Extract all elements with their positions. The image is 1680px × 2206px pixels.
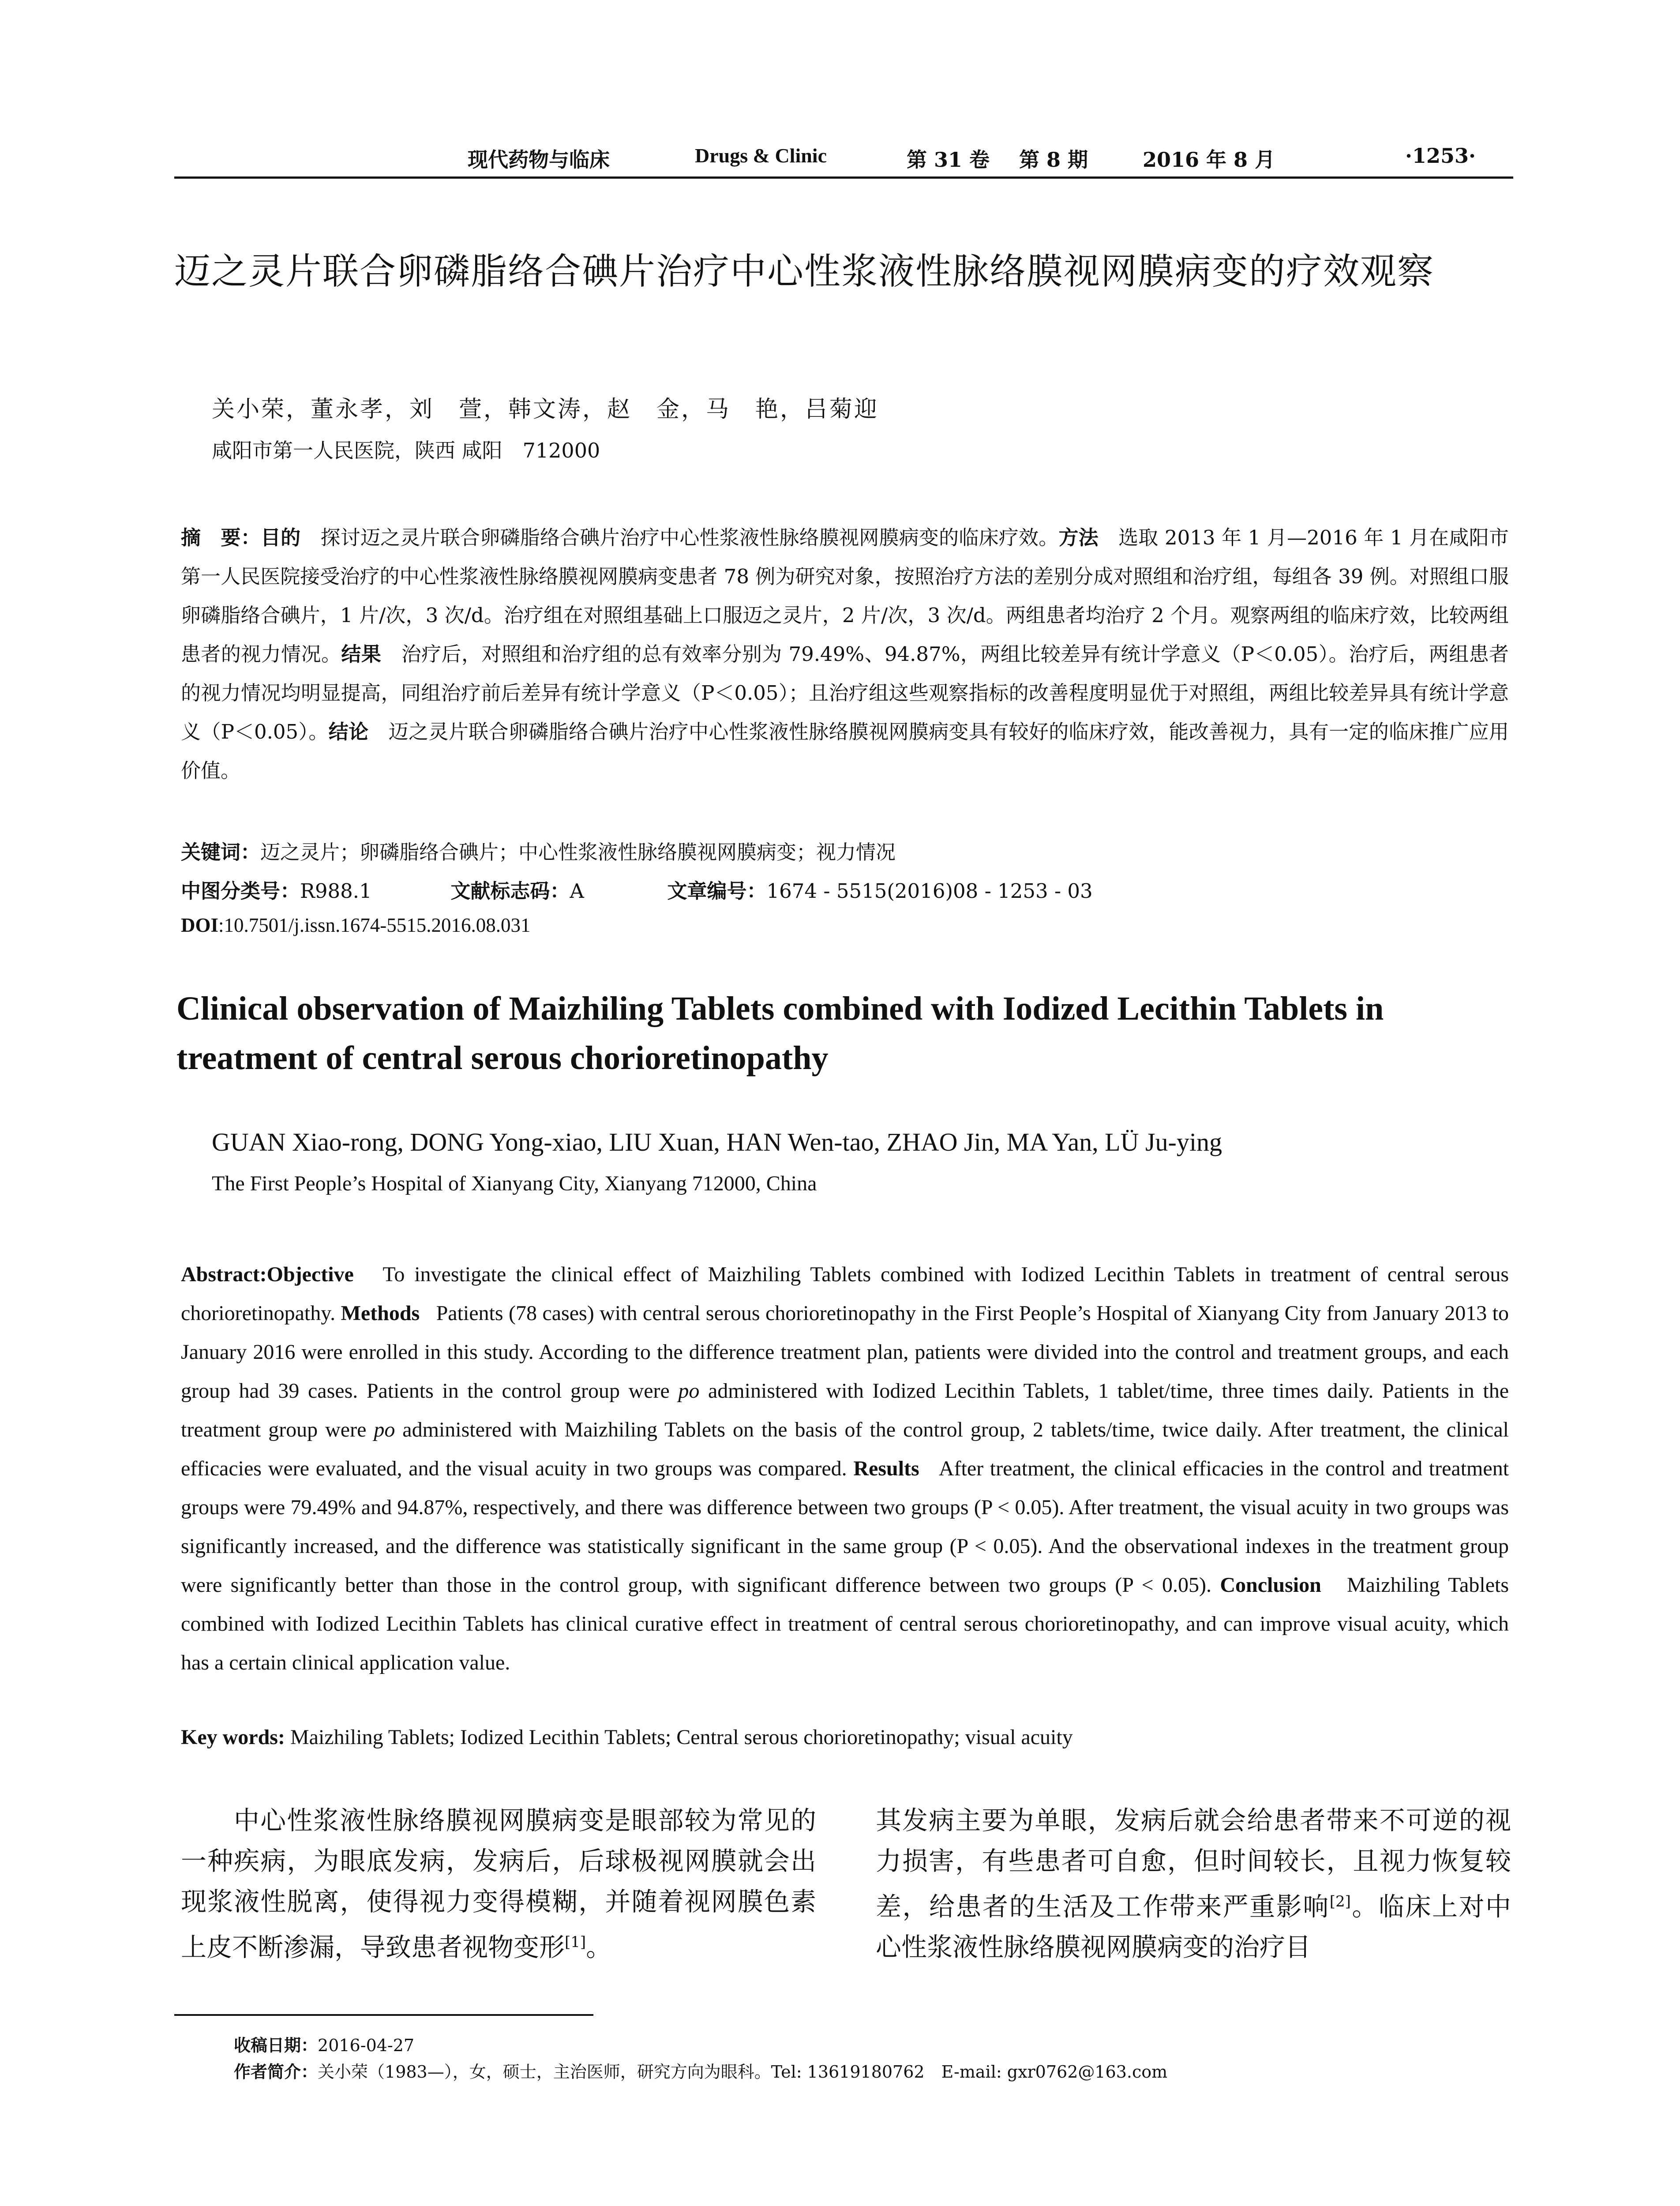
results-cn: 治疗后，对照组和治疗组的总有效率分别为 79.49%、94.87%，两组比较差异有统计学意义（P＜0.05）。治疗后，两组患者的视力情况均明显提高，同组治疗前后差异有统计学意义（P＜0.05）；且治疗组这些观察指标的改善程度明显优于对照组，两组比较差异具有统计学意义（P＜0.05）。 [181,642,1509,743]
bio-label: 作者简介： [234,2062,318,2082]
methods-en-b: administered with Iodized Lecithin Tablets, 1 tablet/time, three times daily. Patients in the treatment group were [181,1379,1509,1441]
conclusion-en-label: Conclusion [1220,1573,1321,1597]
clc-value: R988.1 [300,879,372,903]
doi-value[interactable]: :10.7501/j.issn.1674-5515.2016.08.031 [218,914,531,936]
body-right-end: 。临床上对中心性浆液性脉络膜视网膜病变的治疗目 [876,1891,1511,1962]
volume: 第 31 卷 [907,148,990,172]
journal-name-cn: 现代药物与临床 [468,148,610,172]
objective-cn-label: 目的 [260,526,301,549]
results-en-label: Results [853,1457,919,1480]
header-rule [174,176,1513,179]
title-en: Clinical observation of Maizhiling Tablets combined with Iodized Lecithin Tablets in treatment of central serous chorioretinopathy [176,990,1384,1077]
clc-label: 中图分类号： [181,879,300,903]
doc-code-label: 文献标志码： [450,879,570,903]
issue-date: 2016 年 8 月 [1143,148,1275,172]
keywords-cn-text: 迈之灵片；卵磷脂络合碘片；中心性浆液性脉络膜视网膜病变；视力情况 [260,840,896,864]
body-right-text: 其发病主要为单眼，发病后就会给患者带来不可逆的视力损害，有些患者可自愈，但时间较长，且视力恢复较差，给患者的生活及工作带来严重影响 [876,1805,1511,1922]
keywords-en [181,1725,1073,1749]
po-2: po [374,1418,395,1441]
methods-cn-label: 方法 [1058,526,1099,549]
body-left-text: 中心性浆液性脉络膜视网膜病变是眼部较为常见的一种疾病，为眼底发病，发病后，后球极视网膜就会出现浆液性脱离，使得视力变得模糊，并随着视网膜色素上皮不断渗漏，导致患者视物变形 [181,1805,816,1962]
methods-en-label: Methods [341,1302,420,1325]
article-no-label: 文章编号： [667,879,767,903]
results-cn-label: 结果 [341,642,382,666]
footnote-author-bio [234,2058,1167,2082]
keywords-en-label: Key words: [181,1726,285,1749]
bio-text: 关小荣（1983—），女，硕士，主治医师，研究方向为眼科。Tel: 13619180762 E-mail: gxr0762@163.com [318,2062,1168,2082]
keywords-en-text: Maizhiling Tablets; Iodized Lecithin Tablets; Central serous chorioretinopathy; visual acuity [290,1726,1073,1749]
doi-line [181,914,531,937]
body-column-left [181,1800,816,1967]
citation-1[interactable]: [1] [565,1933,586,1951]
methods-en-c: administered with Maizhiling Tablets on the basis of the control group, 2 tablets/time, twice daily. After treatment, the clinical efficacies were evaluated, and the visual acuity in two groups was compared. [181,1418,1509,1480]
abstract-en [181,1255,1509,1682]
issue: 第 8 期 [1019,148,1088,172]
conclusion-cn: 迈之灵片联合卵磷脂络合碘片治疗中心性浆液性脉络膜视网膜病变具有较好的临床疗效，能改善视力，具有一定的临床推广应用价值。 [181,720,1509,782]
conclusion-cn-label: 结论 [328,720,369,743]
objective-cn: 探讨迈之灵片联合卵磷脂络合碘片治疗中心性浆液性脉络膜视网膜病变的临床疗效。 [320,526,1059,549]
page-number: ·1253· [1405,144,1476,168]
title-cn: 迈之灵片联合卵磷脂络合碘片治疗中心性浆液性脉络膜视网膜病变的疗效观察 [174,251,1435,293]
citation-2[interactable]: [2] [1329,1893,1351,1910]
running-header [174,142,1513,173]
affiliation-en: The First People’s Hospital of Xianyang City, Xianyang 712000, China [212,1172,817,1195]
body-column-right [876,1800,1511,1967]
received-label: 收稿日期： [234,2036,318,2055]
results-en: After treatment, the clinical efficacies in the control and treatment groups were 79.49% and 94.87%, respectively, and there was difference between two groups (P < 0.05). After treatment, the visual acuity in two groups was significantly increased, and the difference was statistically significant in the same group (P < 0.05). And the observational indexes in the treatment group were significantly better than those in the control group, with significant difference between two groups (P < 0.05). [181,1457,1509,1597]
classification-line [181,875,1093,904]
received-date: 2016-04-27 [318,2036,415,2055]
methods-en-a: Patients (78 cases) with central serous chorioretinopathy in the First People’s Hospital of Xianyang City from January 2013 to January 2016 were enrolled in this study. According to the difference treatment plan, patients were divided into the control and treatment groups, and each group had 39 cases. Patients in the control group were [181,1302,1509,1403]
po-1: po [678,1379,700,1403]
affiliation-cn: 咸阳市第一人民医院，陕西 咸阳 712000 [212,439,600,462]
objective-en-label: Objective [266,1263,354,1286]
authors-cn: 关小荣，董永孝，刘 萱，韩文涛，赵 金，马 艳，吕菊迎 [212,396,879,423]
abstract-cn-label: 摘 要： [181,526,261,549]
article-no-value: 1674 - 5515(2016)08 - 1253 - 03 [766,879,1093,903]
journal-name-en: Drugs & Clinic [695,144,827,167]
footnote-rule [174,2014,593,2016]
footnote-received [234,2032,414,2056]
conclusion-en: Maizhiling Tablets combined with Iodized Lecithin Tablets has clinical curative effect in treatment of central serous chorioretinopathy, and can improve visual acuity, which has a certain clinical application value. [181,1573,1509,1674]
abstract-en-label: Abstract: [181,1263,267,1286]
objective-en: To investigate the clinical effect of Maizhiling Tablets combined with Iodized Lecithin Tablets in treatment of central serous chorioretinopathy. [181,1263,1509,1325]
doc-code-value: A [570,879,584,903]
doi-label: DOI [181,914,219,936]
authors-en: GUAN Xiao-rong, DONG Yong-xiao, LIU Xuan, HAN Wen-tao, ZHAO Jin, MA Yan, LÜ Ju-ying [212,1128,1222,1156]
methods-cn: 选取 2013 年 1 月—2016 年 1 月在咸阳市第一人民医院接受治疗的中心性浆液性脉络膜视网膜病变患者 78 例为研究对象，按照治疗方法的差别分成对照组和治疗组，每组各 39 例。对照组口服卵磷脂络合碘片，1 片/次，3 次/d。治疗组在对照组基础上口服迈之灵片，2 片/次，3 次/d。两组患者均治疗 2 个月。观察两组的临床疗效，比较两组患者的视力情况。 [181,526,1509,666]
body-left-end: 。 [586,1932,612,1962]
keywords-cn [181,836,896,865]
abstract-cn [181,518,1509,790]
keywords-cn-label: 关键词： [181,840,261,864]
